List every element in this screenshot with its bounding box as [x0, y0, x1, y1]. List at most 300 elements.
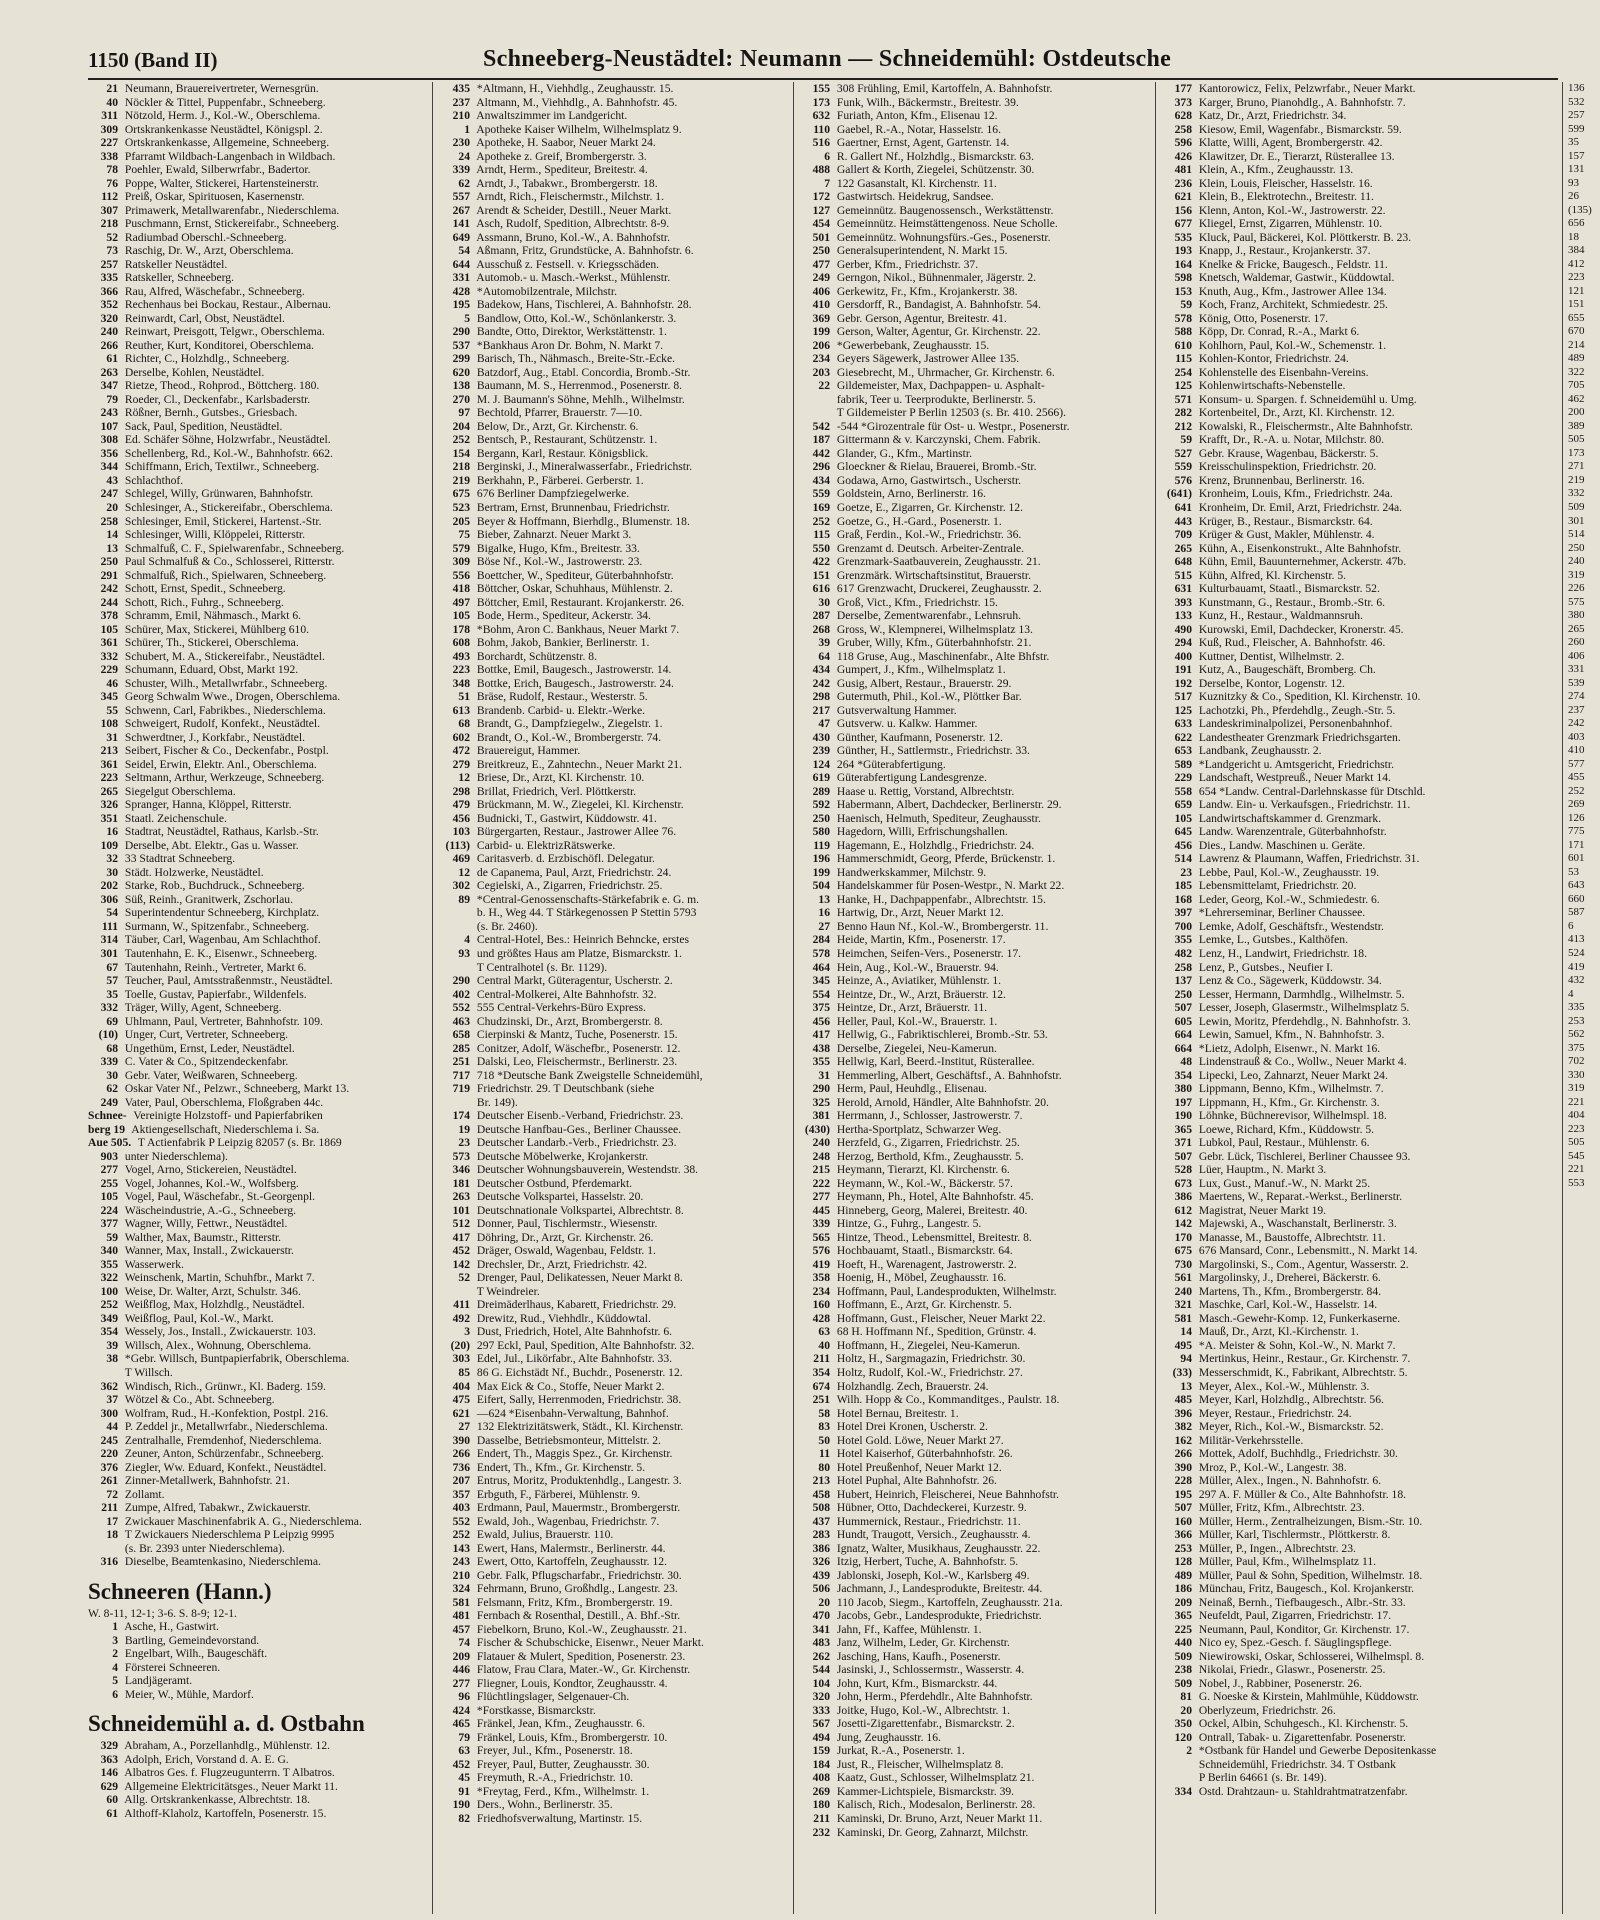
entry-number: 463	[452, 1014, 470, 1028]
entry-number: 268	[812, 622, 830, 636]
cut-entry-number: 223	[1568, 271, 1585, 284]
entry-text: Toelle, Gustav, Papierfabr., Wildenfels.	[122, 987, 307, 1001]
entry-text: Dalski, Leo, Fleischermstr., Berlinerstr. 23.	[474, 1055, 678, 1069]
entry-number: 338	[100, 149, 118, 163]
entry-number: 240	[1174, 1284, 1192, 1298]
entry-text: Klenn, Anton, Kol.-W., Jastrowerstr. 22.	[1196, 203, 1386, 217]
entry-number: 263	[452, 1190, 470, 1204]
entry-number: 346	[452, 1163, 470, 1177]
entry-text: T Zwickauers Niederschlema P Leipzig 9995	[122, 1528, 335, 1542]
entry-number: 24	[458, 149, 470, 163]
entry-text: Freyer, Jul., Kfm., Posenerstr. 18.	[474, 1744, 633, 1758]
directory-entry	[1162, 1555, 1507, 1569]
entry-text: Lindenstrauß & Co., Wollw., Neuer Markt 4.	[1196, 1055, 1407, 1069]
directory-entry	[440, 298, 785, 312]
cut-entry-number: 219	[1568, 473, 1585, 486]
directory-entry	[1162, 879, 1507, 893]
entry-number: 252	[452, 433, 470, 447]
entry-number: 556	[452, 568, 470, 582]
entry-text: Kluck, Paul, Bäckerei, Kol. Plöttkerstr. B. 23.	[1196, 230, 1412, 244]
cut-entry-number: 404	[1568, 1109, 1585, 1122]
entry-text: Just, R., Fleischer, Wilhelmsplatz 8.	[834, 1757, 1004, 1771]
entry-text: Ed. Schäfer Söhne, Holzwrfabr., Neustädtel.	[122, 433, 331, 447]
entry-number: 644	[452, 257, 470, 271]
directory-entry	[440, 947, 785, 961]
entry-number: 437	[812, 1514, 830, 1528]
entry-number: 419	[812, 1257, 830, 1271]
entry-number: 507	[1174, 1149, 1192, 1163]
directory-entry	[800, 1704, 1148, 1718]
entry-number: 610	[1174, 338, 1192, 352]
entry-text: Derselbe, Ziegelei, Neu-Kamerun.	[834, 1041, 997, 1055]
entry-number: 481	[1174, 163, 1192, 177]
directory-entry	[88, 1055, 306, 1069]
entry-text: Assmann, Bruno, Kol.-W., A. Bahnhofstr.	[474, 230, 671, 244]
entry-text: Benno Haun Nf., Kol.-W., Brombergerstr. 11.	[834, 919, 1049, 933]
directory-entry	[440, 852, 785, 866]
entry-text: Bergann, Karl, Restaur. Königsblick.	[474, 446, 649, 460]
directory-entry	[440, 1204, 785, 1218]
directory-entry	[88, 1433, 322, 1448]
entry-text: Radiumbad Oberschl.-Schneeberg.	[122, 230, 287, 244]
entry-number: 290	[452, 325, 470, 339]
entry-number: 561	[1174, 1271, 1192, 1285]
entry-number: 301	[100, 947, 118, 960]
entry-number: 105	[100, 622, 118, 636]
entry-text: Deutsche Hanfbau-Ges., Berliner Chaussee.	[474, 1122, 682, 1136]
entry-text: Träger, Willy, Agent, Schneeberg.	[122, 1001, 282, 1015]
entry-text: Landw. Warenzentrale, Güterbahnhofstr.	[1196, 825, 1387, 839]
entry-number: 199	[812, 325, 830, 339]
cut-entry-number: 252	[1568, 784, 1585, 797]
directory-entry	[440, 1704, 785, 1718]
entry-number: 238	[1174, 1663, 1192, 1677]
entry-text: Below, Dr., Arzt, Gr. Kirchenstr. 6.	[474, 419, 639, 433]
entry-number: Schnee-	[88, 1109, 127, 1123]
entry-text: Brandt, O., Kol.-W., Brombergerstr. 74.	[474, 730, 662, 744]
entry-text: Gusig, Albert, Restaur., Brauerstr. 29.	[834, 676, 1012, 690]
entry-number: 207	[452, 1474, 470, 1488]
entry-number: 5	[464, 311, 470, 325]
entry-number: 477	[812, 257, 830, 271]
entry-text: 110 Jacob, Siegm., Kartoffeln, Zeughausstr. 21a.	[834, 1595, 1063, 1609]
cut-entry-number: 489	[1568, 352, 1585, 365]
entry-number: 309	[452, 555, 470, 569]
entry-text: Berginski, J., Mineralwasserfabr., Friedrichstr.	[474, 460, 693, 474]
entry-text: Ratskeller, Schneeberg.	[122, 271, 235, 285]
entry-text: Oberlyzeum, Friedrichstr. 26.	[1196, 1703, 1336, 1717]
entry-number: 213	[100, 744, 118, 758]
entry-number: 206	[812, 338, 830, 352]
entry-text: Itzig, Herbert, Tuche, A. Bahnhofstr. 5.	[834, 1555, 1019, 1569]
directory-entry	[1162, 974, 1507, 988]
directory-entry	[800, 285, 1148, 299]
entry-number: 299	[452, 352, 470, 366]
entry-text: Neumann, Paul, Konditor, Gr. Kirchenstr. 17.	[1196, 1622, 1410, 1636]
directory-entry	[440, 704, 785, 718]
entry-number: 20	[818, 1595, 830, 1609]
directory-entry	[800, 231, 1148, 245]
entry-text: Reinwart, Preisgott, Telgwr., Oberschlema.	[122, 325, 325, 339]
entry-number: 465	[452, 1717, 470, 1731]
entry-text: Beyer & Hoffmann, Bierhdlg., Blumenstr. 18.	[474, 514, 690, 528]
entry-text: Poehler, Ewald, Silberwrfabr., Badertor.	[122, 163, 311, 177]
entry-text: Windisch, Rich., Grünwr., Kl. Baderg. 159.	[122, 1379, 326, 1393]
directory-entry	[88, 1514, 362, 1529]
directory-entry	[88, 1447, 324, 1461]
entry-text: Zwickauer Maschinenfabrik A. G., Niederschlema.	[122, 1514, 362, 1528]
directory-entry	[800, 1190, 1148, 1204]
entry-number: 344	[100, 460, 118, 474]
entry-number: 184	[812, 1757, 830, 1771]
cut-entry-number: 221	[1568, 1163, 1585, 1176]
directory-entry	[1162, 136, 1507, 150]
entry-text: Fischer & Schubschicke, Eisenwr., Neuer Markt.	[474, 1636, 704, 1650]
directory-entry	[1162, 1771, 1507, 1785]
entry-text: Oskar Vater Nf., Pelzwr., Schneeberg, Markt 13.	[122, 1082, 350, 1096]
entry-number: 151	[812, 568, 830, 582]
directory-entry	[800, 393, 1148, 407]
directory-entry	[440, 1244, 785, 1258]
entry-text: Städt. Holzwerke, Neustädtel.	[122, 865, 264, 879]
directory-entry	[440, 569, 785, 583]
cut-entry-number: 121	[1568, 284, 1585, 297]
entry-number: 18	[106, 1528, 118, 1542]
entry-number: 190	[452, 1798, 470, 1812]
directory-entry	[440, 312, 785, 326]
directory-entry	[1162, 704, 1507, 718]
entry-text: Ortskrankenkasse, Allgemeine, Schneeberg.	[122, 136, 330, 150]
entry-text: Lachotzki, Ph., Pferdehdlg., Zeugh.-Str. 5.	[1196, 703, 1396, 717]
entry-number: 390	[452, 1433, 470, 1447]
entry-text: *Lietz, Adolph, Eisenwr., N. Markt 16.	[1196, 1041, 1381, 1055]
entry-text: Grenzamt d. Deutsch. Arbeiter-Zentrale.	[834, 541, 1025, 555]
entry-number: 197	[1174, 1095, 1192, 1109]
entry-text: Landestheater Grenzmark Friedrichsgarten.	[1196, 730, 1401, 744]
column-3	[800, 82, 1148, 1839]
entry-number: 528	[1174, 1163, 1192, 1177]
entry-number: 124	[812, 757, 830, 771]
directory-entry	[1162, 420, 1507, 434]
entry-number: 153	[1174, 284, 1192, 298]
entry-number: 440	[1174, 1636, 1192, 1650]
directory-entry	[88, 1163, 306, 1177]
directory-entry	[800, 1258, 1148, 1272]
entry-number: 261	[100, 1474, 118, 1488]
cut-entry-number: 171	[1568, 838, 1585, 851]
directory-entry	[1162, 1352, 1507, 1366]
directory-entry	[440, 1339, 785, 1353]
entry-number: 59	[1180, 433, 1192, 447]
entry-number: 258	[100, 514, 118, 528]
entry-number: 903	[100, 1149, 118, 1163]
entry-text: Fehrmann, Bruno, Großhdlg., Langestr. 23.	[474, 1582, 678, 1596]
directory-entry	[800, 1177, 1148, 1191]
directory-entry	[1162, 906, 1507, 920]
entry-text: Schwerdtner, J., Korkfabr., Neustädtel.	[122, 730, 306, 744]
cut-entry-number: 455	[1568, 771, 1585, 784]
entry-number: 277	[452, 1676, 470, 1690]
entry-text: Kliegel, Ernst, Zigarren, Mühlenstr. 10.	[1196, 217, 1383, 231]
directory-entry	[88, 1136, 342, 1150]
entry-number: 316	[100, 1555, 118, 1569]
entry-number: 27	[458, 1420, 470, 1434]
entry-number: 332	[100, 1001, 118, 1015]
entry-text: Willsch, Alex., Wohnung, Oberschlema.	[122, 1338, 312, 1352]
entry-text: C. Vater & Co., Spitzendeckenfabr.	[122, 1055, 289, 1069]
entry-number: 174	[452, 1109, 470, 1123]
entry-number: 365	[1174, 1122, 1192, 1136]
directory-entry	[1162, 1528, 1507, 1542]
directory-entry	[440, 1785, 785, 1799]
directory-entry	[440, 906, 785, 920]
directory-entry	[440, 1798, 785, 1812]
entry-number: 61	[106, 352, 118, 366]
entry-text: Schlachthof.	[122, 473, 184, 487]
entry-text: Arndt, Rich., Fleischermstr., Milchstr. 1.	[474, 190, 664, 204]
entry-text: Brückmann, M. W., Ziegelei, Kl. Kirchenstr.	[474, 798, 684, 812]
directory-entry	[440, 1380, 785, 1394]
directory-entry	[440, 1352, 785, 1366]
entry-number: 97	[458, 406, 470, 420]
col3-entries	[800, 82, 1148, 1839]
entry-number: 402	[452, 987, 470, 1001]
entry-text: Allg. Ortskrankenkasse, Albrechtstr. 18.	[122, 1793, 311, 1807]
directory-entry	[1162, 177, 1507, 191]
entry-number: 76	[106, 176, 118, 190]
directory-entry	[440, 663, 785, 677]
directory-entry	[88, 1661, 306, 1675]
entry-number: 621	[452, 1406, 470, 1420]
entry-number: 334	[1174, 1784, 1192, 1798]
directory-entry	[800, 1582, 1148, 1596]
entry-number: 59	[1180, 298, 1192, 312]
entry-text: Tautenhahn, Reinh., Vertreter, Markt 6.	[122, 960, 307, 974]
entry-number: 109	[100, 838, 118, 852]
entry-number: 50	[818, 1433, 830, 1447]
entry-number: 279	[452, 757, 470, 771]
entry-text: Kammer-Lichtspiele, Bismarckstr. 39.	[834, 1784, 1015, 1798]
entry-text: Edel, Jul., Likörfabr., Alte Bahnhofstr. 33.	[474, 1352, 673, 1366]
entry-text: Schlesinger, Willi, Klöppelei, Ritterstr.	[122, 528, 306, 542]
cut-entry-number: 173	[1568, 446, 1585, 459]
directory-entry	[1162, 1231, 1507, 1245]
directory-entry	[800, 217, 1148, 231]
cut-entry-number: 413	[1568, 933, 1585, 946]
directory-entry	[88, 136, 330, 150]
directory-entry	[1162, 1177, 1507, 1191]
entry-text: Central-Hotel, Bes.: Heinrich Behncke, erstes	[474, 933, 690, 947]
entry-text: Messerschmidt, K., Fabrikant, Albrechtstr. 5.	[1196, 1365, 1408, 1379]
cut-entry-number: 257	[1568, 109, 1585, 122]
entry-number: 266	[452, 1447, 470, 1461]
entry-number: 482	[1174, 947, 1192, 960]
entry-number: 483	[812, 1636, 830, 1650]
entry-text: Wilh. Hopp & Co., Kommanditges., Paulstr. 18.	[834, 1393, 1060, 1407]
entry-number: 291	[100, 568, 118, 582]
entry-number: 408	[812, 1771, 830, 1785]
entry-text: Giesebrecht, M., Uhrmacher, Gr. Kirchenstr. 6.	[834, 365, 1055, 379]
entry-number: 234	[812, 1284, 830, 1298]
entry-number: 250	[812, 811, 830, 825]
entry-number: 31	[106, 730, 118, 744]
entry-text: Haenisch, Helmuth, Spediteur, Zeughausstr.	[834, 811, 1041, 825]
directory-entry	[440, 1650, 785, 1664]
directory-entry	[88, 487, 314, 501]
entry-number: 322	[100, 1271, 118, 1285]
entry-text: Klatte, Willi, Agent, Brombergerstr. 42.	[1196, 136, 1383, 150]
entry-text: Bentsch, P., Restaurant, Schützenstr. 1.	[474, 433, 658, 447]
directory-entry	[1162, 1001, 1507, 1015]
directory-entry	[800, 1663, 1148, 1677]
entry-text: Kronheim, Louis, Kfm., Friedrichstr. 24a.	[1196, 487, 1393, 501]
entry-number: 495	[1174, 1338, 1192, 1352]
entry-text: Täuber, Carl, Wagenbau, Am Schlachthof.	[122, 933, 321, 947]
entry-number: 2	[112, 1647, 118, 1661]
entry-text: Funk, Wilh., Bäckermstr., Breitestr. 39.	[834, 95, 1019, 109]
directory-entry	[88, 1542, 306, 1556]
entry-text: *Central-Genossenschafts-Stärkefabrik e. G. m.	[474, 892, 700, 906]
directory-entry	[440, 879, 785, 893]
entry-number: 39	[106, 1338, 118, 1352]
entry-number: 133	[1174, 609, 1192, 623]
entry-text: Gaertner, Ernst, Agent, Gartenstr. 14.	[834, 136, 1010, 150]
entry-number: 282	[1174, 406, 1192, 420]
entry-text: Asche, H., Gastwirt.	[122, 1620, 219, 1634]
entry-text: Janz, Wilhelm, Leder, Gr. Kirchenstr.	[834, 1636, 1010, 1650]
entry-number: 709	[1174, 528, 1192, 542]
entry-number: 309	[100, 122, 118, 136]
entry-number: (10)	[98, 1028, 118, 1042]
entry-text: Herzfeld, G., Zigarren, Friedrichstr. 25.	[834, 1136, 1020, 1150]
entry-number: 294	[1174, 636, 1192, 650]
directory-entry	[1162, 515, 1507, 529]
entry-number: 110	[813, 122, 830, 136]
entry-number: 375	[812, 1001, 830, 1015]
entry-number: 314	[100, 933, 118, 947]
directory-entry	[440, 474, 785, 488]
entry-number: 326	[812, 1555, 830, 1569]
entry-number: 68	[458, 717, 470, 731]
entry-number: 30	[818, 595, 830, 609]
entry-text: Felsmann, Fritz, Kfm., Brombergerstr. 19.	[474, 1595, 673, 1609]
entry-text: Derselbe, Zementwarenfabr., Lehnsruh.	[834, 609, 1022, 623]
directory-entry	[800, 1596, 1148, 1610]
entry-text: Erdmann, Paul, Mauermstr., Brombergerstr.	[474, 1501, 681, 1515]
entry-text: Endert, Th., Maggis Spez., Gr. Kirchenstr.	[474, 1447, 673, 1461]
entry-text: Lebensmittelamt, Friedrichstr. 20.	[1196, 879, 1357, 893]
directory-entry	[800, 1528, 1148, 1542]
entry-text: Flatow, Frau Clara, Mater.-W., Gr. Kirchenstr.	[474, 1663, 691, 1677]
entry-number: 422	[812, 555, 830, 569]
entry-number: 329	[100, 1739, 118, 1753]
directory-entry	[440, 528, 785, 542]
directory-entry	[440, 1542, 785, 1556]
entry-text: Gildemeister, Max, Dachpappen- u. Asphalt-	[834, 379, 1045, 393]
entry-number: 220	[100, 1447, 118, 1461]
entry-number: 111	[101, 919, 118, 933]
directory-entry	[800, 852, 1148, 866]
entry-number: 160	[812, 1298, 830, 1312]
entry-text: Althoff-Klaholz, Kartoffeln, Posenerstr. 15.	[122, 1806, 327, 1820]
directory-entry	[88, 1647, 306, 1661]
entry-text: Borchardt, Schützenstr. 8.	[474, 649, 597, 663]
entry-number: 509	[1174, 1676, 1192, 1690]
directory-entry	[1162, 1015, 1507, 1029]
entry-number: 578	[1174, 311, 1192, 325]
entry-text: Schumann, Eduard, Obst, Markt 192.	[122, 663, 299, 677]
entry-number: 492	[452, 1311, 470, 1325]
entry-text: Bieber, Zahnarzt. Neuer Markt 3.	[474, 528, 632, 542]
column-divider	[793, 82, 794, 1914]
directory-entry	[88, 622, 310, 637]
entry-text: Ortskrankenkasse Neustädtel, Königspl. 2.	[122, 122, 323, 136]
directory-entry	[800, 1123, 1148, 1137]
entry-number: 21	[106, 82, 118, 95]
entry-number: 673	[1174, 1176, 1192, 1190]
entry-number: 352	[100, 298, 118, 312]
directory-entry	[88, 1095, 324, 1110]
directory-entry	[800, 1501, 1148, 1515]
entry-number: 249	[100, 1095, 118, 1109]
entry-text: Fränkel, Jean, Kfm., Zeughausstr. 6.	[474, 1717, 645, 1731]
entry-number: 559	[1174, 460, 1192, 474]
cut-entry-number: 660	[1568, 892, 1585, 905]
entry-number: 218	[100, 217, 118, 231]
directory-entry	[1162, 231, 1507, 245]
directory-entry	[88, 1393, 306, 1407]
directory-entry	[440, 1136, 785, 1150]
entry-text: Kalisch, Rich., Modesalon, Berlinerstr. 28.	[834, 1798, 1036, 1812]
cut-entry-number: 322	[1568, 365, 1585, 378]
directory-entry	[88, 1753, 306, 1767]
entry-number: 185	[1174, 879, 1192, 893]
entry-number: 350	[1174, 1717, 1192, 1731]
entry-text: Badekow, Hans, Tischlerei, A. Bahnhofstr. 28.	[474, 298, 692, 312]
directory-entry	[440, 460, 785, 474]
entry-number: 380	[1174, 1082, 1192, 1096]
entry-text: Kohlenstelle des Eisenbahn-Vereins.	[1196, 365, 1369, 379]
entry-text: Derselbe, Kontor, Logenstr. 12.	[1196, 676, 1345, 690]
entry-number: 43	[106, 473, 118, 487]
cut-entry-number: 26	[1568, 190, 1579, 203]
entry-text: -544 *Girozentrale für Ost- u. Westpr., Posenerstr.	[834, 419, 1070, 433]
entry-text: Müller, Karl, Tischlermstr., Plöttkerstr. 8.	[1196, 1528, 1391, 1542]
entry-text: Müller, Fritz, Kfm., Albrechtstr. 23.	[1196, 1501, 1365, 1515]
entry-text: Lesser, Joseph, Glasermstr., Wilhelmsplatz 5.	[1196, 1001, 1410, 1015]
entry-number: 452	[452, 1757, 470, 1771]
entry-number: 559	[812, 487, 830, 501]
entry-text: Bräse, Rudolf, Restaur., Westerstr. 5.	[474, 690, 648, 704]
entry-number: 57	[106, 974, 118, 988]
entry-number: 252	[812, 514, 830, 528]
entry-text: Dust, Friedrich, Hotel, Alte Bahnhofstr. 6.	[474, 1325, 673, 1339]
entry-number: 252	[100, 1298, 118, 1312]
directory-entry	[88, 676, 328, 691]
directory-entry	[1162, 1569, 1507, 1583]
entry-text: Vogel, Arno, Stickereien, Neustädtel.	[122, 1163, 297, 1177]
directory-entry	[800, 542, 1148, 556]
cut-entry-number: 35	[1568, 136, 1579, 149]
directory-entry	[440, 1636, 785, 1650]
entry-number: 504	[812, 879, 830, 893]
entry-text: Landeskriminalpolizei, Personenbahnhof.	[1196, 717, 1393, 731]
entry-text: *Bohm, Aron C. Bankhaus, Neuer Markt 7.	[474, 622, 680, 636]
entry-text: Maertens, W., Reparat.-Werkst., Berlinerstr.	[1196, 1190, 1403, 1204]
directory-entry	[88, 109, 321, 123]
entry-number: 442	[812, 446, 830, 460]
directory-entry	[800, 1001, 1148, 1015]
